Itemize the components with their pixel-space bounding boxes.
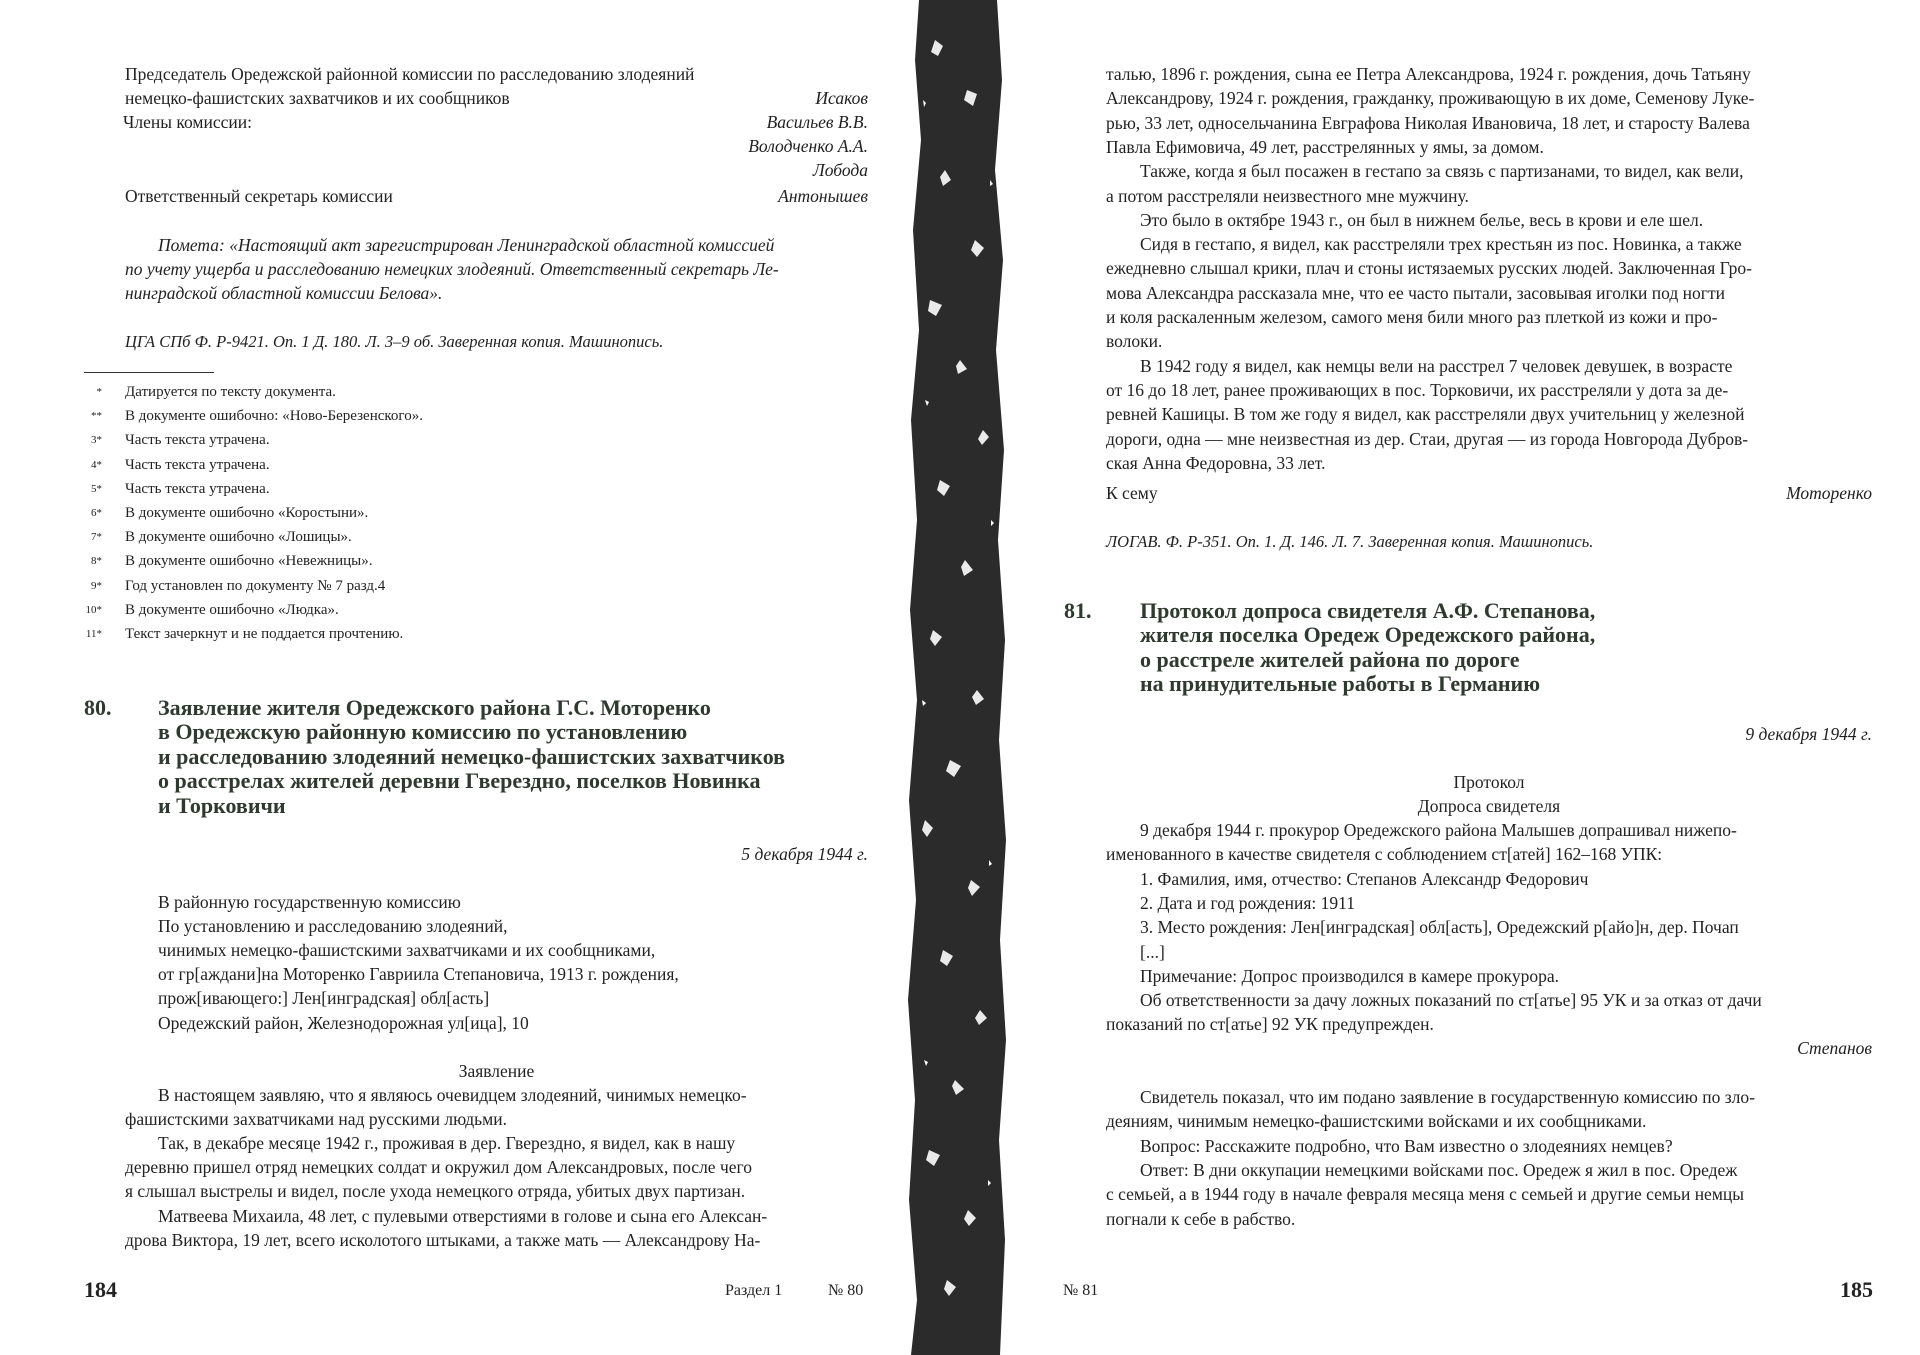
footnote-mark: 6* <box>91 507 102 519</box>
page-number: 184 <box>84 1277 117 1302</box>
address-line: В районную государственную комиссию <box>158 892 461 912</box>
body-line: В настоящем заявляю, что я являюсь очевидцем злодеяний, чинимых немецко- <box>158 1085 747 1105</box>
body-line: Сидя в гестапо, я видел, как расстреляли трех крестьян из пос. Новинка, а также <box>1140 234 1742 255</box>
body-line: Примечание: Допрос производился в камере прокурора. <box>1140 965 1559 986</box>
footnote-text: В документе ошибочно «Людка». <box>125 601 339 618</box>
address-line: По установлению и расследованию злодеяний, <box>158 916 508 936</box>
footnote-text: Датируется по тексту документа. <box>125 384 336 400</box>
document-title: Протокол <box>1453 772 1525 792</box>
body-line: показаний по ст[атье] 92 УК предупрежден. <box>1106 1014 1434 1035</box>
member-name: Васильев В.В. <box>766 112 868 132</box>
note-line: по учету ущерба и расследованию немецких злодеяний. Ответственный секретарь Ле- <box>125 259 779 279</box>
signature-line: немецко-фашистских захватчиков и их сообщников <box>125 88 510 108</box>
body-line: В 1942 году я видел, как немцы вели на расстрел 7 человек девушек, в возрасте <box>1140 355 1733 376</box>
footnote-text: Часть текста утрачена. <box>125 432 270 449</box>
body-line: Александрову, 1924 г. рождения, гражданку, проживающую в их доме, Семенову Луке- <box>1106 88 1755 109</box>
body-line: именованного в качестве свидетеля с соблюдением ст[атей] 162–168 УПК: <box>1106 844 1663 865</box>
heading-number: 81. <box>1064 598 1092 623</box>
document-date: 5 декабря 1944 г. <box>741 844 868 864</box>
body-line: дороги, одна — мне неизвестная из дер. Стаи, другая — из города Новгорода Дубров- <box>1106 428 1749 449</box>
gutter-texture <box>905 0 1010 1355</box>
member-name: Лобода <box>812 160 868 180</box>
note-line: нинградской областной комиссии Белова». <box>125 283 443 303</box>
body-line: 2. Дата и год рождения: 1911 <box>1140 892 1355 913</box>
archive-source: ЦГА СПб Ф. Р-9421. Оп. 1 Д. 180. Л. 3–9 об. Заверенная копия. Машинопись. <box>125 332 664 351</box>
members-label: Члены комиссии: <box>123 112 252 132</box>
running-doc-number: № 81 <box>1063 1282 1099 1299</box>
footnote-text: Часть текста утрачена. <box>125 456 270 473</box>
body-line: Матвеева Михаила, 48 лет, с пулевыми отверстиями в голове и сына его Алексан- <box>158 1206 768 1226</box>
signature-line: Председатель Оредежской районной комиссии по расследованию злодеяний <box>125 64 695 84</box>
footnote-text: Текст зачеркнут и не поддается прочтению. <box>125 626 404 642</box>
footnote-text: Часть текста утрачена. <box>125 480 270 497</box>
address-line: чинимых немецко-фашистскими захватчиками и их сообщниками, <box>158 940 656 960</box>
footnote-mark: 3* <box>91 434 102 447</box>
body-line: деревню пришел отряд немецких солдат и окружил дом Александровых, после чего <box>125 1157 753 1177</box>
witness-signature: Степанов <box>1797 1038 1872 1058</box>
body-line: 3. Место рождения: Лен[инградская] обл[асть], Оредежский р[айо]н, дер. Почап <box>1140 917 1739 938</box>
member-name: Володченко А.А. <box>748 136 868 156</box>
footnote-mark: 7* <box>91 531 102 544</box>
heading-line: Заявление жителя Оредежского района Г.С. Моторенко <box>158 695 711 720</box>
body-line: дрова Виктора, 19 лет, всего исколотого штыками, а также мать — Александрову На- <box>125 1230 761 1250</box>
heading-line: и Торковичи <box>158 793 286 818</box>
address-line: Оредежский район, Железнодорожная ул[ица], 10 <box>158 1013 529 1033</box>
body-line: Ответ: В дни оккупации немецкими войсками пос. Оредеж я жил в пос. Оредеж <box>1140 1159 1738 1180</box>
footnote-mark: ** <box>91 410 102 423</box>
body-line: и коля раскаленным железом, самого меня били много раз плеткой из кожи и про- <box>1106 307 1718 327</box>
body-line: ревней Кашицы. В том же году я видел, как расстреляли двух учительниц у железной <box>1106 404 1745 425</box>
heading-line: в Оредежскую районную комиссию по установлению <box>158 719 688 744</box>
footnote-mark: 11* <box>85 628 102 640</box>
body-line: ежедневно слышал крики, плач и стоны истязаемых русских людей. Заключенная Гро- <box>1106 258 1752 279</box>
body-line: талью, 1896 г. рождения, сына ее Петра Александрова, 1924 г. рождения, дочь Татьяну <box>1106 64 1751 84</box>
body-line: Это было в октябре 1943 г., он был в нижнем белье, весь в крови и еле шел. <box>1140 209 1704 230</box>
body-line: волоки. <box>1106 331 1163 352</box>
heading-line: жителя поселка Оредеж Оредежского района, <box>1140 622 1596 647</box>
note-line: Помета: «Настоящий акт зарегистрирован Ленинградской областной комиссией <box>158 235 775 255</box>
page-number: 185 <box>1840 1277 1873 1302</box>
right-page <box>1010 0 1920 1355</box>
sign-label: К сему <box>1106 483 1158 503</box>
footnote-text: Год установлен по документу № 7 разд.4 <box>125 577 386 594</box>
body-line: 9 декабря 1944 г. прокурор Оредежского района Малышев допрашивал нижепо- <box>1140 820 1737 840</box>
heading-number: 80. <box>84 695 112 720</box>
running-section: Раздел 1 <box>725 1282 783 1299</box>
body-line: Павла Ефимовича, 49 лет, расстрелянных у ямы, за домом. <box>1106 136 1544 157</box>
footnote-mark: 5* <box>91 482 102 495</box>
footnote-text: В документе ошибочно: «Ново-Березенского». <box>125 408 423 425</box>
left-page <box>0 0 905 1355</box>
body-line: рью, 33 лет, односельчанина Евграфова Николая Ивановича, 18 лет, и старосту Валева <box>1106 112 1750 133</box>
document-title: Заявление <box>458 1061 535 1081</box>
footnote-mark: * <box>96 386 102 398</box>
heading-line: и расследованию злодеяний немецко-фашистских захватчиков <box>158 744 786 769</box>
footnote-mark: 8* <box>91 555 102 568</box>
heading-line: Протокол допроса свидетеля А.Ф. Степанова, <box>1140 598 1596 623</box>
body-line: мова Александра рассказала мне, что ее часто пытали, засовывая иголки под ногти <box>1106 282 1725 303</box>
body-line: [...] <box>1140 941 1165 962</box>
heading-line: на принудительные работы в Германию <box>1140 671 1541 696</box>
document-subtitle: Допроса свидетеля <box>1417 796 1561 816</box>
heading-line: о расстреле жителей района по дороге <box>1140 647 1520 672</box>
page-gutter-scan-shadow <box>905 0 1010 1355</box>
address-line: от гр[аждани]на Моторенко Гавриила Степановича, 1913 г. рождения, <box>158 964 679 984</box>
heading-line: о расстрелах жителей деревни Гверездно, поселков Новинка <box>158 768 761 793</box>
body-line: погнали к себе в рабство. <box>1106 1208 1296 1229</box>
body-line: ская Анна Федоровна, 33 лет. <box>1106 452 1326 473</box>
address-line: прож[ивающего:] Лен[инградская] обл[асть] <box>158 988 490 1008</box>
footnote-mark: 9* <box>91 579 102 592</box>
body-line: деяниям, чинимым немецко-фашистскими войсками и их сообщниками. <box>1106 1111 1647 1132</box>
body-line: 1. Фамилия, имя, отчество: Степанов Александр Федорович <box>1140 868 1589 889</box>
body-line: Так, в декабре месяце 1942 г., проживая в дер. Гверездно, я видел, как в нашу <box>158 1133 736 1153</box>
body-line: Об ответственности за дачу ложных показаний по ст[атье] 95 УК и за отказ от дачи <box>1140 990 1762 1011</box>
footnote-text: В документе ошибочно «Лошицы». <box>125 529 352 546</box>
body-line: а потом расстреляли неизвестного мне мужчину. <box>1106 185 1469 206</box>
archive-source: ЛОГАВ. Ф. Р-351. Оп. 1. Д. 146. Л. 7. Заверенная копия. Машинопись. <box>1106 532 1594 551</box>
footnote-mark: 10* <box>85 603 102 616</box>
footnote-rule <box>84 372 214 373</box>
document-date: 9 декабря 1944 г. <box>1745 724 1872 744</box>
body-line: от 16 до 18 лет, ранее проживающих в пос. Торковичи, их расстреляли у дота за де- <box>1106 379 1729 400</box>
body-line: я слышал выстрелы и видел, после ухода немецкого отряда, убитых двух партизан. <box>125 1181 746 1201</box>
body-line: Также, когда я был посажен в гестапо за связь с партизанами, то видел, как вели, <box>1140 161 1744 182</box>
body-line: фашистскими захватчиками над русскими людьми. <box>125 1109 507 1129</box>
signature-name: Исаков <box>815 88 868 108</box>
footnote-text: В документе ошибочно «Невежницы». <box>125 553 373 570</box>
signature-name: Антонышев <box>778 186 868 206</box>
body-line: Свидетель показал, что им подано заявление в государственную комиссию по зло- <box>1140 1087 1755 1107</box>
body-line: Вопрос: Расскажите подробно, что Вам известно о злодеяниях немцев? <box>1140 1135 1673 1156</box>
signature-line: Ответственный секретарь комиссии <box>125 186 393 206</box>
body-line: с семьей, а в 1944 году в начале февраля месяца меня с семьей и другие семьи немцы <box>1106 1184 1745 1205</box>
footnote-text: В документе ошибочно «Коростыни». <box>125 505 369 521</box>
running-doc-number: № 80 <box>828 1282 864 1299</box>
sign-name: Моторенко <box>1786 483 1872 503</box>
footnote-mark: 4* <box>91 458 102 471</box>
